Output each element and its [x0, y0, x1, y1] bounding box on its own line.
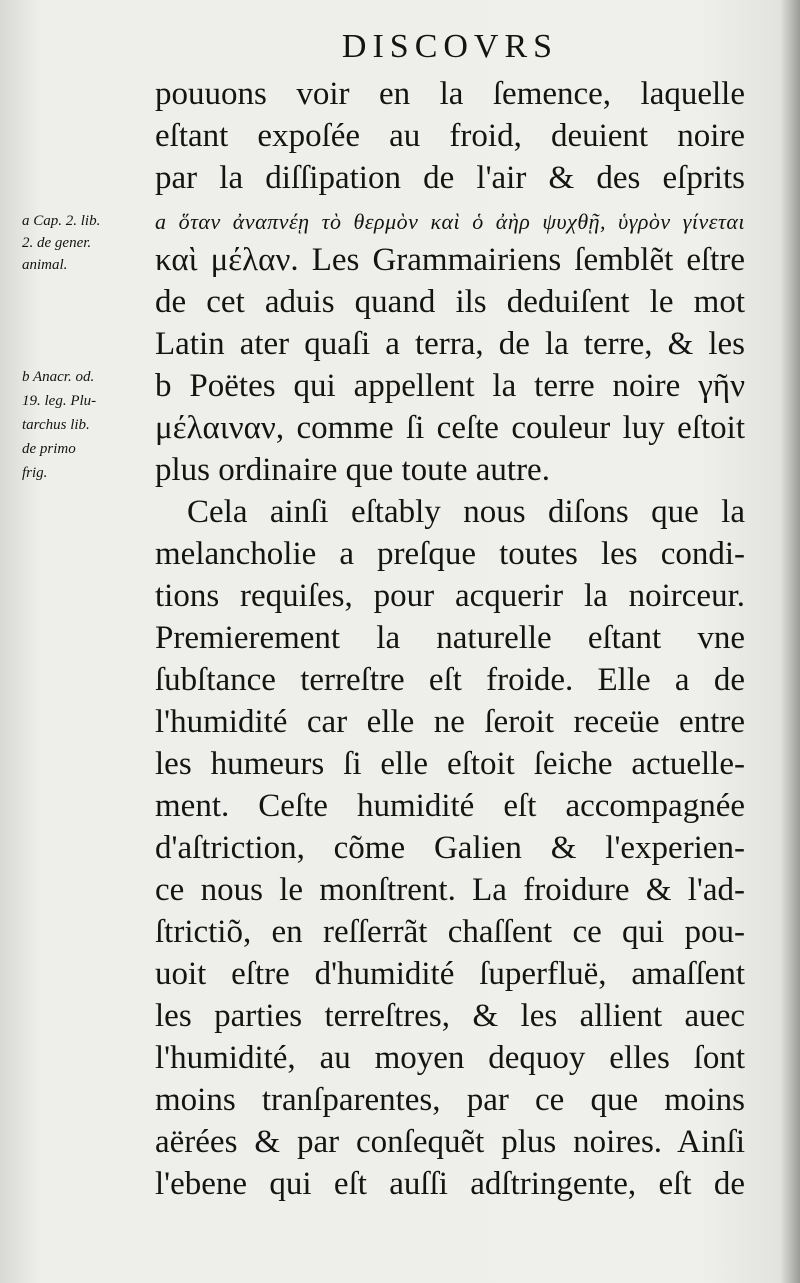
text-line: plus ordinaire que toute autre. [155, 452, 550, 488]
text-line: aërées & par conſequẽt plus noires. Ainſi [155, 1124, 745, 1160]
text-line: Latin ater quaſi a terra, de la terre, & les [155, 326, 745, 362]
text-line: ſubſtance terreſtre eſt froide. Elle a de [155, 662, 745, 698]
margin-note-a: a Cap. 2. lib. [22, 213, 101, 229]
text-line: ce nous le monſtrent. La froidure & l'ad- [155, 872, 745, 908]
text-line: b Poëtes qui appellent la terre noire γῆν [155, 368, 745, 404]
margin-note-b: frig. [22, 465, 48, 481]
text-line: moins tranſparentes, par ce que moins [155, 1082, 745, 1118]
margin-note-b: tarchus lib. [22, 417, 90, 433]
text-line: eſtant expoſée au froid, deuient noire [155, 118, 745, 154]
text-line: l'humidité car elle ne ſeroit receüe entre [155, 704, 745, 740]
text-line: pouuons voir en la ſemence, laquelle [155, 76, 745, 112]
paragraph-first-line: Cela ainſi eſtably nous diſons que la [187, 494, 745, 530]
text-line: les parties terreſtres, & les allient auec [155, 998, 745, 1034]
text-line: καὶ μέλαν. Les Grammairiens ſemblẽt eſtre [155, 242, 745, 278]
margin-note-b: de primo [22, 441, 76, 457]
text-line: ſtrictiõ, en reſſerrãt chaſſent ce qui pou- [155, 914, 745, 950]
text-line: μέλαιναν, comme ſi ceſte couleur luy eſtoit [155, 410, 745, 446]
text-line: l'humidité, au moyen dequoy elles ſont [155, 1040, 745, 1076]
running-header: DISCOVRS [341, 28, 559, 65]
text-line: par la diſſipation de l'air & des eſprits [155, 160, 745, 196]
margin-note-b: 19. leg. Plu- [22, 393, 97, 409]
margin-note-a: 2. de gener. [22, 235, 92, 251]
text-line: de cet aduis quand ils deduiſent le mot [155, 284, 745, 320]
text-line: ment. Ceſte humidité eſt accompagnée [155, 788, 745, 824]
text-line: d'aſtriction, cõme Galien & l'experien- [155, 830, 745, 866]
margin-note-b: b Anacr. od. [22, 369, 95, 385]
text-line: uoit eſtre d'humidité ſuperfluë, amaſſent [155, 956, 745, 992]
text-line: l'ebene qui eſt auſſi adſtringente, eſt de [155, 1166, 745, 1202]
text-line: melancholie a preſque toutes les condi- [155, 536, 745, 572]
greek-quotation-line: a ὅταν ἀναπνέῃ τὸ θερμὸν καὶ ὁ ἀὴρ ψυχθῇ, ὑγρὸν γίνεται [155, 209, 745, 234]
margin-note-a: animal. [22, 257, 68, 273]
text-line: les humeurs ſi elle eſtoit ſeiche actuelle- [155, 746, 745, 782]
text-line: Premierement la naturelle eſtant vne [155, 620, 745, 656]
text-line: tions requiſes, pour acquerir la noirceur. [155, 578, 745, 614]
